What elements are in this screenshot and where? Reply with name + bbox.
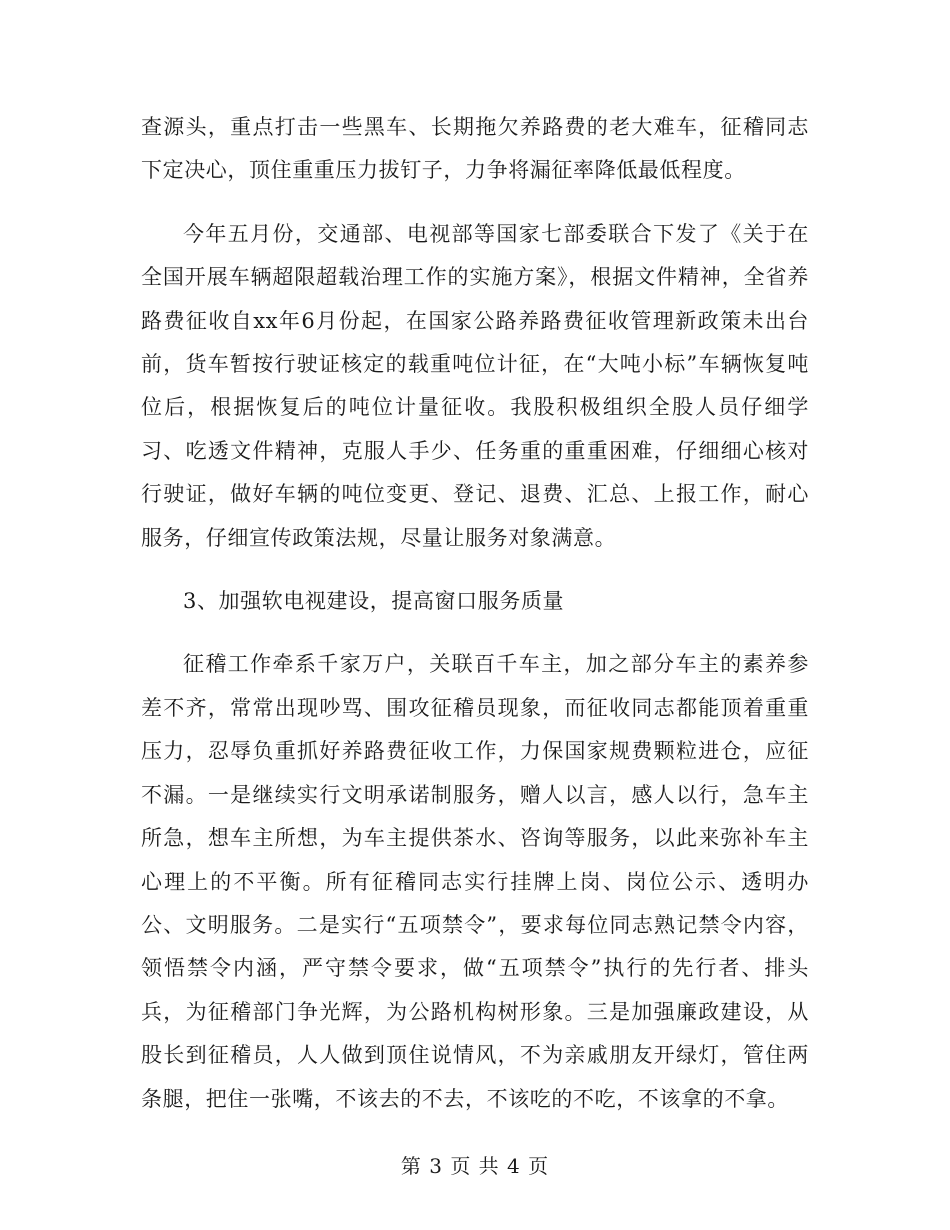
paragraph-service: 征稽工作牵系千家万户，关联百千车主，加之部分车主的素养参差不齐，常常出现吵骂、围攻征稽员现象，而征收同志都能顶着重重压力，忍辱负重抓好养路费征收工作，力保国家规费颗粒进仓，应征不漏。一是继续实行文明承诺制服务，赠人以言，感人以行，急车主所急，想车主所想，为车主提供茶水、咨询等服务，以此来弥补车主心理上的不平衡。所有征稽同志实行挂牌上岗、岗位公示、透明办公、文明服务。二是实行“五项禁令”，要求每位同志熟记禁令内容，领悟禁令内涵，严守禁令要求，做“五项禁令”执行的先行者、排头兵，为征稽部门争光辉，为公路机构树形象。三是加强廉政建设，从股长到征稽员，人人做到顶住说情风，不为亲戚朋友开绿灯，管住两条腿，把住一张嘴，不该去的不去，不该吃的不吃，不该拿的不拿。 [141,652,809,1111]
paragraph-continuation: 查源头，重点打击一些黑车、长期拖欠养路费的老大难车，征稽同志下定决心，顶住重重压力拔钉子，力争将漏征率降低最低程度。 [141,115,809,183]
document-body [141,106,809,1121]
paragraph-policy: 今年五月份，交通部、电视部等国家七部委联合下发了《关于在全国开展车辆超限超载治理工作的实施方案》，根据文件精神，全省养路费征收自xx年6月份起，在国家公路养路费征收管理新政策未出台前，货车暂按行驶证核定的载重吨位计征，在“大吨小标”车辆恢复吨位后，根据恢复后的吨位计量征收。我股积极组织全股人员仔细学习、吃透文件精神，克服人手少、任务重的重重困难，仔细细心核对行驶证，做好车辆的吨位变更、登记、退费、汇总、上报工作，耐心服务，仔细宣传政策法规，尽量让服务对象满意。 [141,221,809,550]
section-heading: 3、加强软电视建设，提高窗口服务质量 [183,589,565,614]
page-footer: 第 3 页 共 4 页 [400,1154,550,1178]
